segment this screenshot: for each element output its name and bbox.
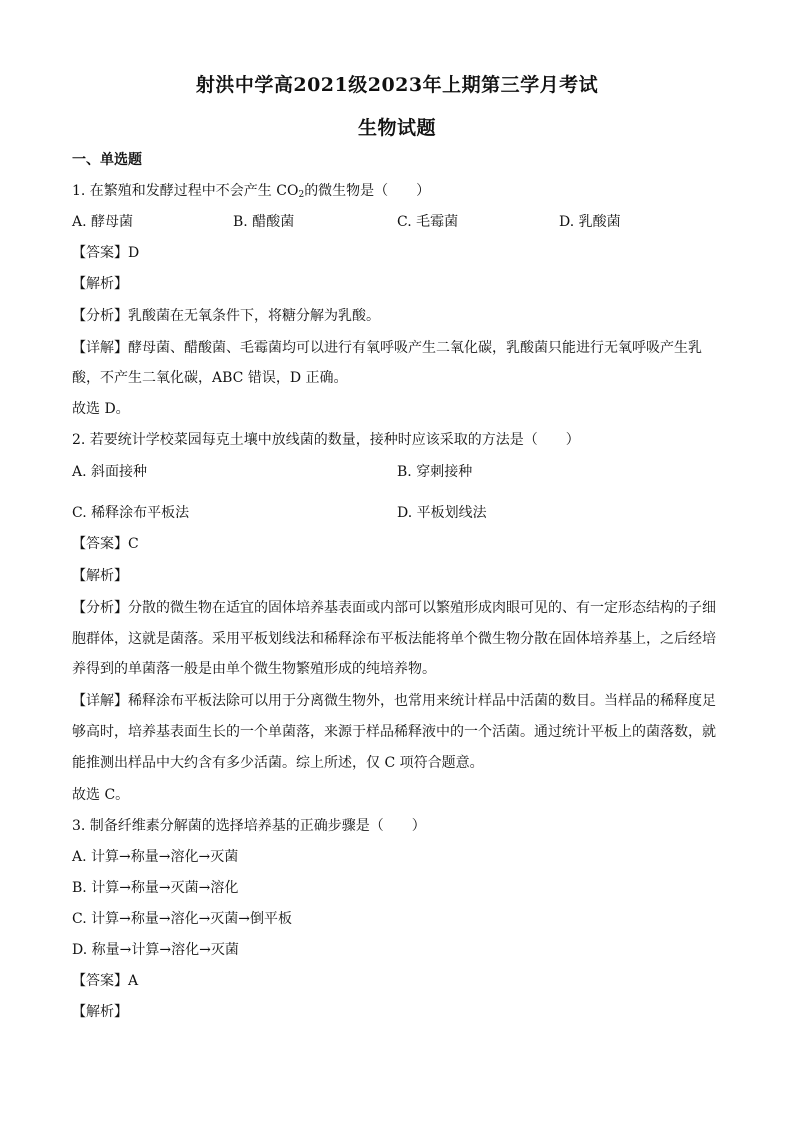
q1-stem: 1. 在繁殖和发酵过程中不会产生 $CO_2$的微生物是（ ） xyxy=(72,183,431,200)
q3-stem: 3. 制备纤维素分解菌的选择培养基的正确步骤是（ ） xyxy=(72,818,426,834)
q3-option-d: D. 称量→计算→溶化→灭菌 xyxy=(72,942,239,958)
exam-subtitle: 生物试题 xyxy=(357,117,436,139)
q1-option-a: A. 酵母菌 xyxy=(72,214,134,230)
q2-option-b: B. 穿刺接种 xyxy=(397,464,473,480)
q1-option-c: C. 毛霉菌 xyxy=(397,214,459,230)
q1-option-b: B. 醋酸菌 xyxy=(233,214,295,230)
q2-fenxi-1: 【分析】分散的微生物在适宜的固体培养基表面或内部可以繁殖形成肉眼可见的、有一定形态结构的子细 xyxy=(72,600,716,616)
q1-xiangjie-2: 酸，不产生二氧化碳，ABC 错误，D 正确。 xyxy=(72,370,348,386)
q3-option-b: B. 计算→称量→灭菌→溶化 xyxy=(72,880,239,896)
q2-answer: 【答案】C xyxy=(72,536,139,552)
q1-analysis-label: 【解析】 xyxy=(72,276,128,292)
q2-option-d: D. 平板划线法 xyxy=(397,505,487,521)
q1-answer: 【答案】D xyxy=(72,245,140,261)
q1-fenxi: 【分析】乳酸菌在无氧条件下，将糖分解为乳酸。 xyxy=(72,308,380,324)
q2-xiangjie-1: 【详解】稀释涂布平板法除可以用于分离微生物外，也常用来统计样品中活菌的数目。当样品的稀释度足 xyxy=(72,693,716,709)
q2-analysis-label: 【解析】 xyxy=(72,568,128,584)
q2-conclusion: 故选 C。 xyxy=(72,787,130,803)
q3-option-c: C. 计算→称量→溶化→灭菌→倒平板 xyxy=(72,911,293,927)
q2-option-a: A. 斜面接种 xyxy=(72,464,148,480)
q2-fenxi-2: 胞群体，这就是菌落。采用平板划线法和稀释涂布平板法能将单个微生物分散在固体培养基上，之后经培 xyxy=(72,631,716,647)
q3-option-a: A. 计算→称量→溶化→灭菌 xyxy=(72,849,239,865)
q3-answer: 【答案】A xyxy=(72,973,139,989)
q2-stem: 2. 若要统计学校菜园每克土壤中放线菌的数量，接种时应该采取的方法是（ ） xyxy=(72,432,580,448)
q1-conclusion: 故选 D。 xyxy=(72,401,130,417)
q2-xiangjie-2: 够高时，培养基表面生长的一个单菌落，来源于样品稀释液中的一个活菌。通过统计平板上的菌落数，就 xyxy=(72,724,716,740)
q1-option-d: D. 乳酸菌 xyxy=(559,214,621,230)
exam-title: 射洪中学高2021级2023年上期第三学月考试 xyxy=(195,74,599,96)
q2-xiangjie-3: 能推测出样品中大约含有多少活菌。综上所述，仅 C 项符合题意。 xyxy=(72,755,484,771)
section-heading: 一、单选题 xyxy=(72,152,142,168)
q3-analysis-label: 【解析】 xyxy=(72,1004,128,1020)
q1-xiangjie-1: 【详解】酵母菌、醋酸菌、毛霉菌均可以进行有氧呼吸产生二氧化碳，乳酸菌只能进行无氧呼吸产生乳 xyxy=(72,340,702,356)
q2-fenxi-3: 养得到的单菌落一般是由单个微生物繁殖形成的纯培养物。 xyxy=(72,661,436,677)
q2-option-c: C. 稀释涂布平板法 xyxy=(72,505,190,521)
